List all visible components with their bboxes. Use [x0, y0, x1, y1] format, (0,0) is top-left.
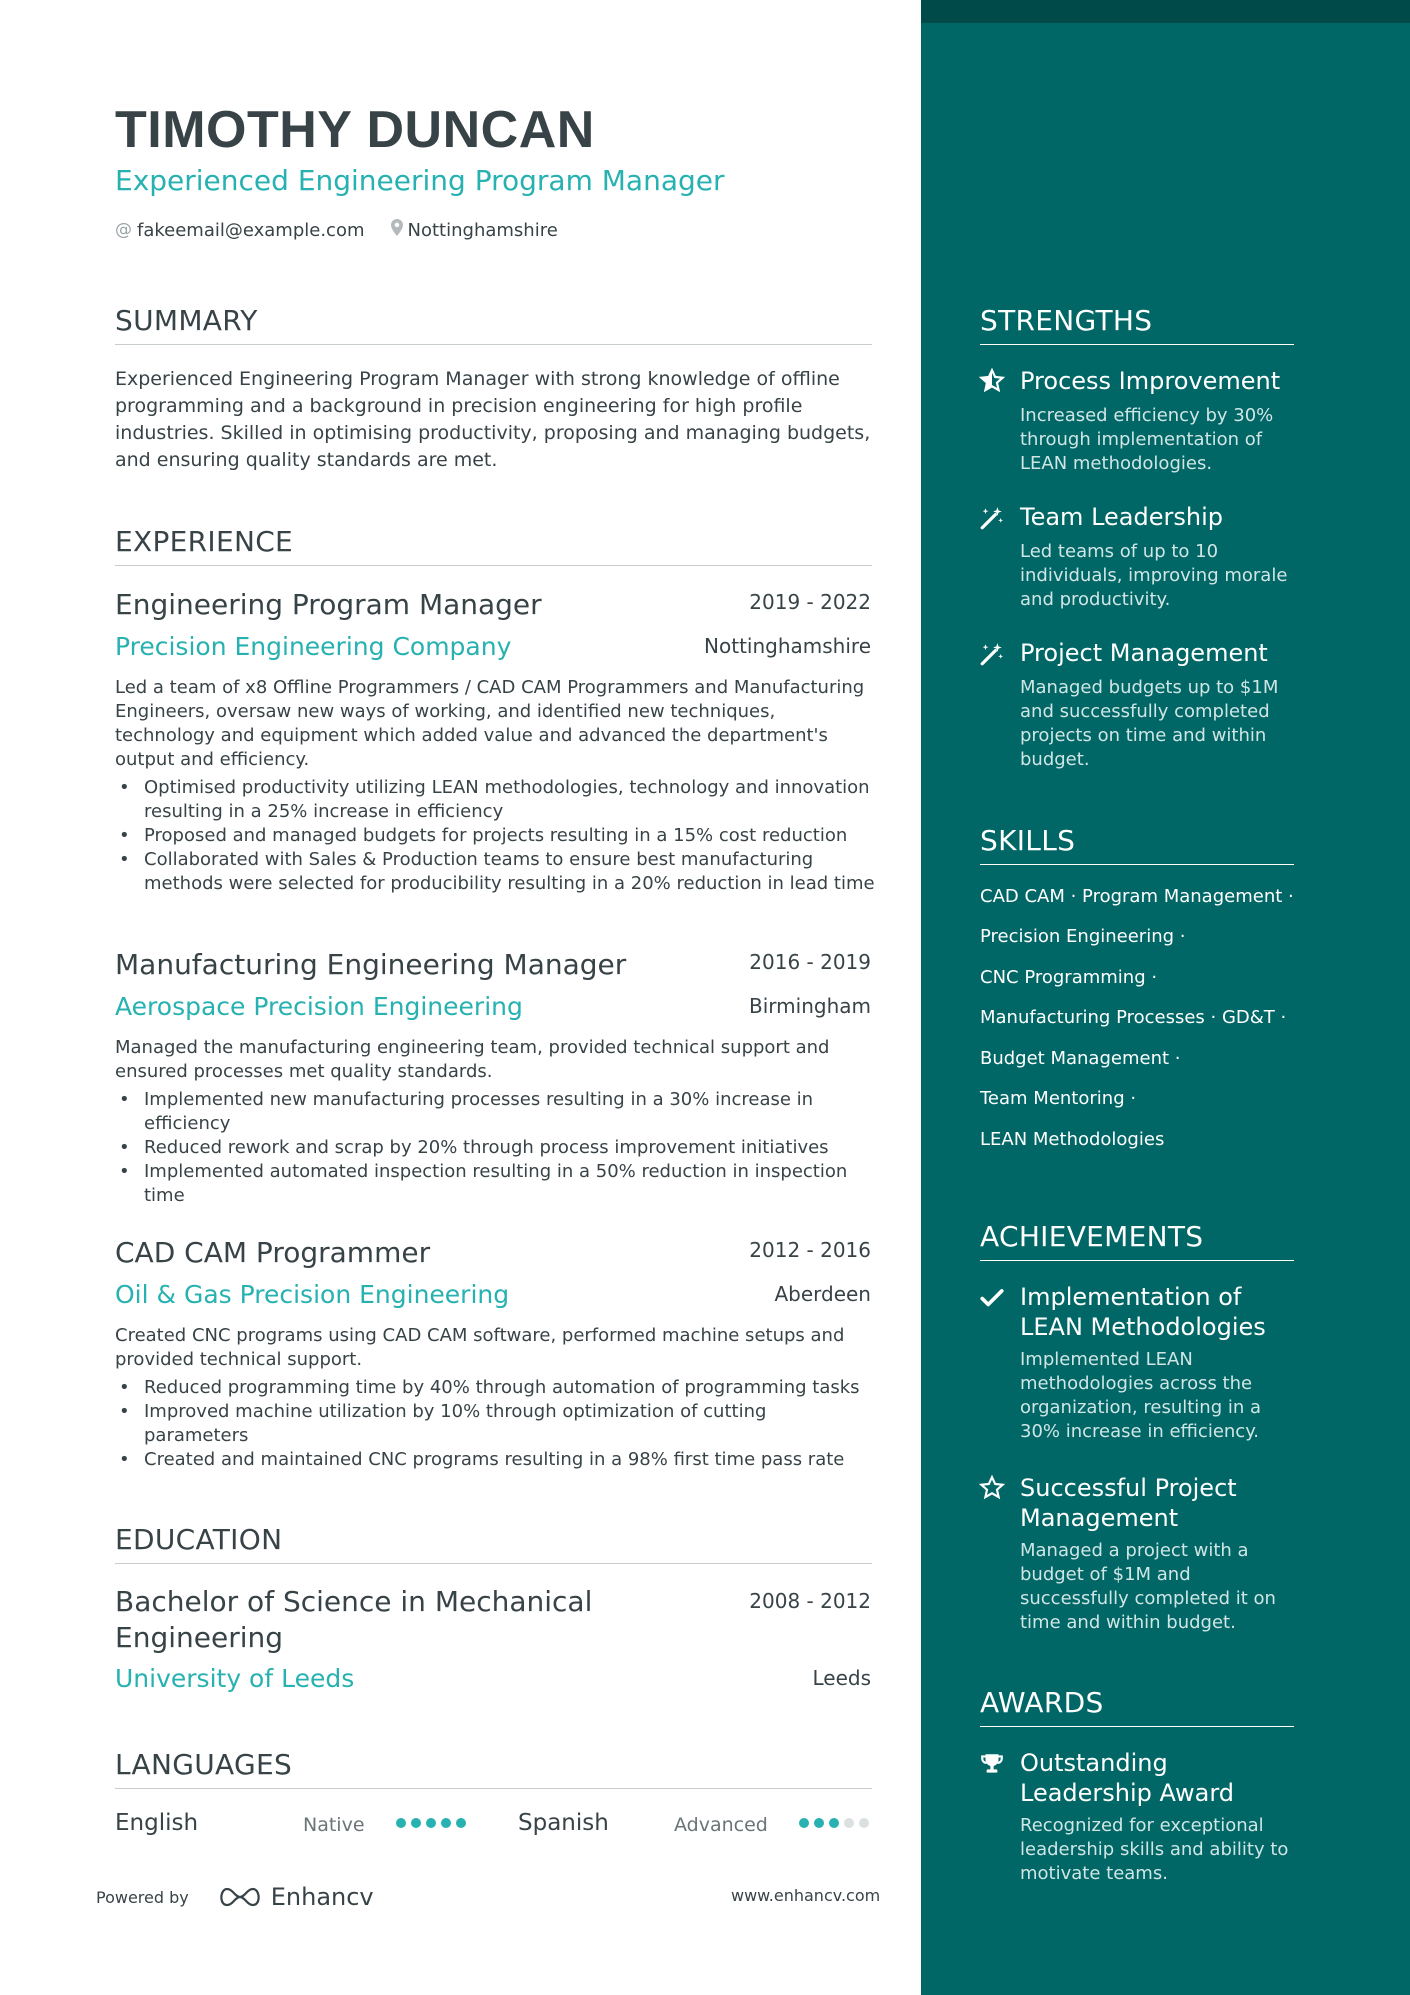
list-item: • Reduced programming time by 40% through automation of programming tasks	[115, 1376, 875, 1400]
strength-text: Led teams of up to 10 individuals, improving morale and productivity.	[1020, 541, 1288, 610]
rating-dot-filled	[829, 1818, 839, 1828]
job-company: Aerospace Precision Engineering	[115, 992, 523, 1021]
list-item: • Optimised productivity utilizing LEAN methodologies, technology and innovation resulting in a 25% increase in efficiency	[115, 776, 875, 824]
award-text: Recognized for exceptional leadership skills and ability to motivate teams.	[1020, 1815, 1289, 1884]
footer-powered-by	[96, 1883, 374, 1911]
education-location: Leeds	[812, 1666, 871, 1690]
job-description: Led a team of x8 Offline Programmers / CAD CAM Programmers and Manufacturing Engineers, oversaw new ways of working, and identified new techniques, technology and equipment which added value and advanced the department's output and efficiency.	[115, 677, 865, 770]
checkmark-icon	[979, 1285, 1005, 1311]
language-name: Spanish	[518, 1810, 609, 1836]
achievements-heading: ACHIEVEMENTS	[980, 1220, 1294, 1261]
list-item: • Collaborated with Sales & Production teams to ensure best manufacturing methods were selected for producibility resulting in a 20% reduction in lead time	[115, 848, 875, 896]
job-title: Manufacturing Engineering Manager	[115, 948, 627, 981]
achievement-text: Implemented LEAN methodologies across the organization, resulting in a 30% increase in efficiency.	[1020, 1349, 1262, 1442]
job-company: Oil & Gas Precision Engineering	[115, 1280, 510, 1309]
list-item: • Reduced rework and scrap by 20% through process improvement initiatives	[115, 1136, 875, 1160]
rating-dot-filled	[814, 1818, 824, 1828]
strength-title: Project Management	[1020, 639, 1268, 667]
job-location: Nottinghamshire	[704, 634, 871, 658]
job-company: Precision Engineering Company	[115, 632, 512, 661]
job-dates: 2016 - 2019	[749, 950, 871, 974]
magic-wand-icon	[979, 505, 1005, 531]
skills-heading: SKILLS	[980, 824, 1294, 865]
skill-line: Budget Management ·	[980, 1048, 1181, 1069]
location-text: Nottinghamshire	[407, 219, 558, 241]
skill-line: CAD CAM · Program Management ·	[980, 886, 1294, 907]
job-title: Engineering Program Manager	[115, 588, 542, 621]
strength-title: Process Improvement	[1020, 367, 1281, 395]
education-heading: EDUCATION	[115, 1523, 872, 1564]
footer-website[interactable]: www.enhancv.com	[731, 1886, 881, 1905]
job-location: Aberdeen	[774, 1282, 871, 1306]
powered-by-text: Powered by	[96, 1887, 189, 1907]
education-dates: 2008 - 2012	[749, 1589, 871, 1613]
summary-text: Experienced Engineering Program Manager with strong knowledge of offline programming and a background in precision engineering for high profile industries. Skilled in optimising productivity, proposing and managing budgets, and ensuring quality standards are met.	[115, 368, 871, 471]
job-dates: 2019 - 2022	[749, 590, 871, 614]
language-level: Advanced	[674, 1814, 768, 1836]
at-icon: @	[115, 220, 132, 240]
candidate-title: Experienced Engineering Program Manager	[115, 164, 725, 197]
sidebar-top-bar	[921, 0, 1410, 23]
list-item: • Implemented new manufacturing processes resulting in a 30% increase in efficiency	[115, 1088, 875, 1136]
job-bullets	[115, 776, 875, 896]
trophy-icon	[979, 1751, 1005, 1777]
strengths-heading: STRENGTHS	[980, 304, 1294, 345]
degree-title: Bachelor of Science in Mechanical Engineering	[115, 1585, 593, 1654]
rating-dot-filled	[411, 1818, 421, 1828]
rating-dot-filled	[441, 1818, 451, 1828]
language-level: Native	[303, 1814, 365, 1836]
achievement-title: Successful Project Management	[1020, 1474, 1237, 1532]
job-description: Created CNC programs using CAD CAM software, performed machine setups and provided technical support.	[115, 1325, 845, 1370]
skill-line: Precision Engineering ·	[980, 926, 1186, 947]
enhancv-logo[interactable]	[217, 1883, 374, 1911]
job-bullets	[115, 1376, 875, 1472]
languages-heading: LANGUAGES	[115, 1748, 872, 1789]
rating-dot-filled	[426, 1818, 436, 1828]
list-item: • Proposed and managed budgets for projects resulting in a 15% cost reduction	[115, 824, 875, 848]
skill-line: Team Mentoring ·	[980, 1088, 1137, 1109]
strength-text: Managed budgets up to $1M and successfully completed projects on time and within budget.	[1020, 677, 1279, 770]
rating-dot-filled	[396, 1818, 406, 1828]
skill-line: Manufacturing Processes · GD&T ·	[980, 1007, 1287, 1028]
rating-dot-filled	[456, 1818, 466, 1828]
enhancv-logo-icon	[217, 1886, 263, 1908]
contact-info	[115, 219, 558, 241]
magic-wand-icon	[979, 641, 1005, 667]
achievement-text: Managed a project with a budget of $1M and successfully completed it on time and within budget.	[1020, 1540, 1276, 1633]
list-item: • Improved machine utilization by 10% through optimization of cutting parameters	[115, 1400, 875, 1448]
summary-heading: SUMMARY	[115, 304, 872, 345]
experience-heading: EXPERIENCE	[115, 525, 872, 566]
language-rating	[799, 1818, 874, 1828]
strength-title: Team Leadership	[1020, 503, 1223, 531]
awards-heading: AWARDS	[980, 1686, 1294, 1727]
candidate-name: TIMOTHY DUNCAN	[115, 101, 595, 159]
strength-text: Increased efficiency by 30% through implementation of LEAN methodologies.	[1020, 405, 1274, 474]
skill-line: CNC Programming ·	[980, 967, 1158, 988]
list-item: • Created and maintained CNC programs resulting in a 98% first time pass rate	[115, 1448, 875, 1472]
star-half-icon	[979, 368, 1005, 394]
job-dates: 2012 - 2016	[749, 1238, 871, 1262]
achievement-title: Implementation of LEAN Methodologies	[1020, 1283, 1266, 1341]
email-text[interactable]: fakeemail@example.com	[137, 219, 365, 241]
job-bullets	[115, 1088, 875, 1208]
rating-dot-empty	[844, 1818, 854, 1828]
rating-dot-empty	[859, 1818, 869, 1828]
location-pin-icon	[391, 219, 403, 241]
enhancv-brand-text: Enhancv	[270, 1883, 374, 1911]
school-name: University of Leeds	[115, 1664, 355, 1693]
star-outline-icon	[979, 1475, 1005, 1501]
skill-line: LEAN Methodologies	[980, 1129, 1165, 1150]
language-name: English	[115, 1810, 199, 1836]
list-item: • Implemented automated inspection resulting in a 50% reduction in inspection time	[115, 1160, 875, 1208]
job-location: Birmingham	[749, 994, 871, 1018]
rating-dot-filled	[799, 1818, 809, 1828]
language-rating	[396, 1818, 471, 1828]
award-title: Outstanding Leadership Award	[1020, 1749, 1234, 1807]
job-title: CAD CAM Programmer	[115, 1236, 431, 1269]
job-description: Managed the manufacturing engineering team, provided technical support and ensured processes met quality standards.	[115, 1037, 830, 1082]
